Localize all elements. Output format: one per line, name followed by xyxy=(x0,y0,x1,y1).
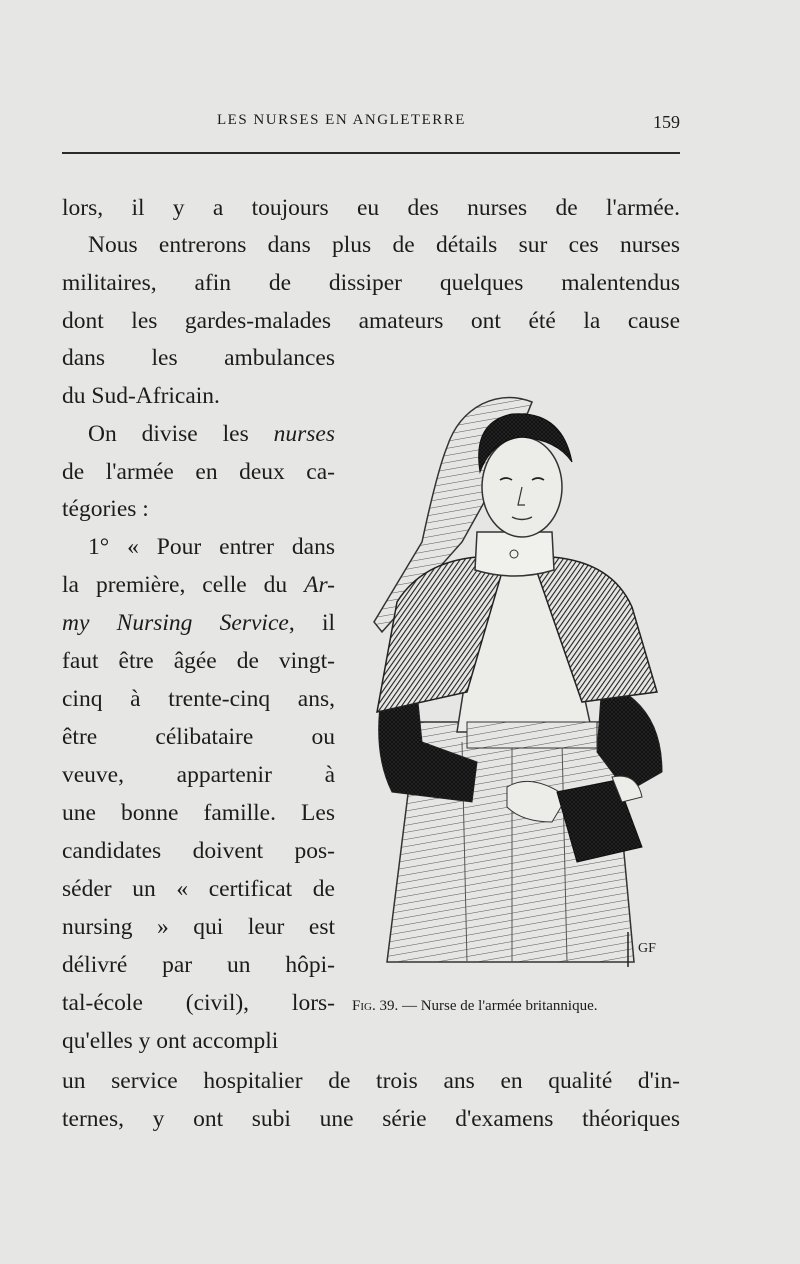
text-line: être célibataire ou xyxy=(62,724,335,750)
text-line: 1° « Pour entrer dans xyxy=(88,534,335,560)
text-line: de l'armée en deux ca- xyxy=(62,459,335,485)
text-line: un service hospitalier de trois ans en qualité d'in- xyxy=(62,1068,680,1094)
text-line: tégories : xyxy=(62,496,149,522)
header-rule xyxy=(62,152,680,154)
page-number: 159 xyxy=(653,112,680,132)
text-line xyxy=(62,419,335,449)
text-line: ternes, y ont subi une série d'examens théoriques xyxy=(62,1106,680,1132)
text-line: une bonne famille. Les xyxy=(62,800,335,826)
nurse-illustration xyxy=(362,392,672,972)
text-line: candidates doivent pos- xyxy=(62,838,335,864)
text-line: qu'elles y ont accompli xyxy=(62,1028,279,1054)
italic-term: nurses xyxy=(273,421,335,447)
text-line: tal-école (civil), lors- xyxy=(62,990,335,1016)
page-header xyxy=(62,112,680,140)
text-run: , il xyxy=(288,610,336,636)
italic-term: my Nursing Service xyxy=(62,610,289,636)
text-run: la première, celle du xyxy=(62,572,305,598)
text-line: lors, il y a toujours eu des nurses de l'armée. xyxy=(62,195,680,221)
nurse-engraving xyxy=(362,392,672,972)
text-line xyxy=(62,608,335,638)
text-line: faut être âgée de vingt- xyxy=(62,648,335,674)
text-line: séder un « certificat de xyxy=(62,876,335,902)
text-line: militaires, afin de dissiper quelques malentendus xyxy=(62,270,680,296)
text-line: délivré par un hôpi- xyxy=(62,952,335,978)
figure-caption xyxy=(352,998,682,1015)
text-run: On divise les xyxy=(88,421,274,447)
running-title: LES NURSES EN ANGLETERRE xyxy=(217,112,466,128)
text-line: dans les ambulances xyxy=(62,345,335,371)
text-line: Nous entrerons dans plus de détails sur ces nurses xyxy=(88,232,680,258)
text-line: dont les gardes-malades amateurs ont été la cause xyxy=(62,308,680,334)
text-line: cinq à trente-cinq ans, xyxy=(62,686,335,712)
italic-term: Ar- xyxy=(304,572,335,598)
figure-caption-text: — Nurse de l'armée britannique. xyxy=(398,998,598,1014)
text-line: veuve, appartenir à xyxy=(62,762,335,788)
figure-label: Fig. 39. xyxy=(352,998,399,1014)
text-line: nursing » qui leur est xyxy=(62,914,335,940)
text-line xyxy=(62,570,335,600)
text-line: du Sud-Africain. xyxy=(62,383,220,409)
artist-monogram: GF xyxy=(638,941,656,956)
